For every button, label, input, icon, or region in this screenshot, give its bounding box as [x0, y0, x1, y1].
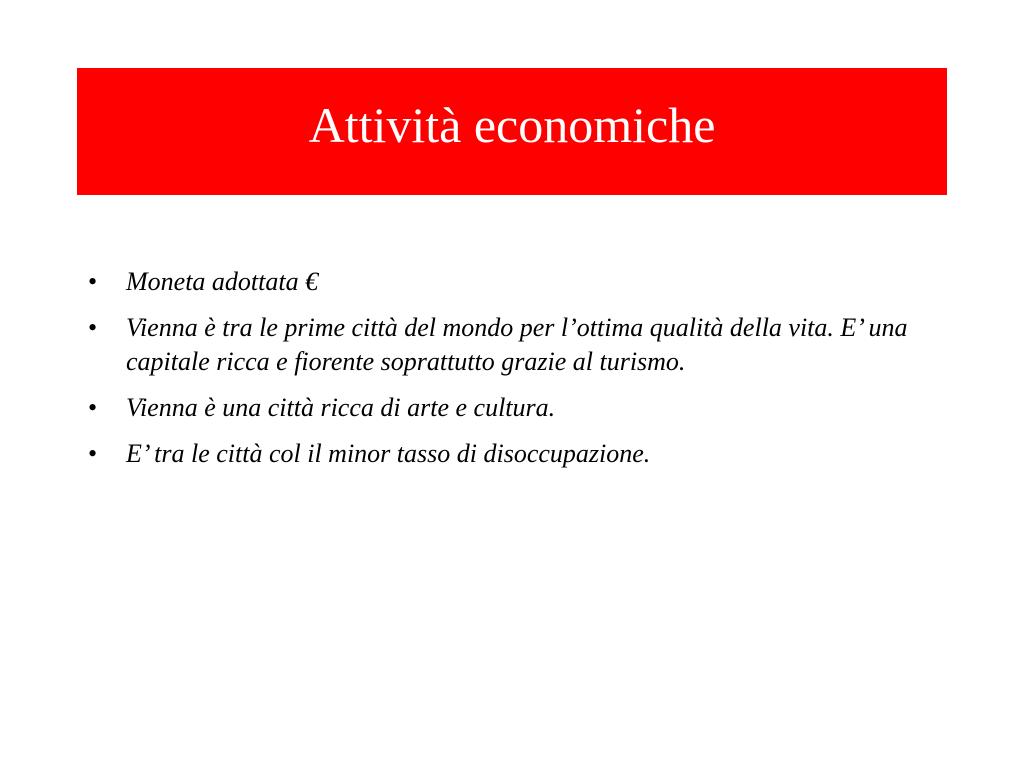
- bullet-item: [88, 391, 938, 425]
- title-banner: [77, 68, 947, 195]
- bullet-dot-icon: •: [88, 393, 98, 422]
- bullet-dot-icon: •: [88, 439, 98, 468]
- bullet-item: [88, 437, 938, 471]
- bullet-text: Vienna è una città ricca di arte e cultura.: [126, 393, 556, 422]
- bullet-dot-icon: •: [88, 267, 98, 296]
- bullet-text: E’ tra le città col il minor tasso di disoccupazione.: [126, 439, 651, 468]
- bullet-dot-icon: •: [88, 313, 98, 342]
- bullet-item: [88, 265, 938, 299]
- slide-title: Attività economiche: [308, 96, 716, 153]
- bullet-text: Vienna è tra le prime città del mondo per l’ottima qualità della vita. E’ una capitale ricca e fiorente soprattutto grazie al turismo.: [126, 313, 908, 376]
- bullet-text: Moneta adottata €: [126, 267, 319, 296]
- bullet-item: [88, 311, 938, 379]
- bullet-list: [88, 265, 938, 483]
